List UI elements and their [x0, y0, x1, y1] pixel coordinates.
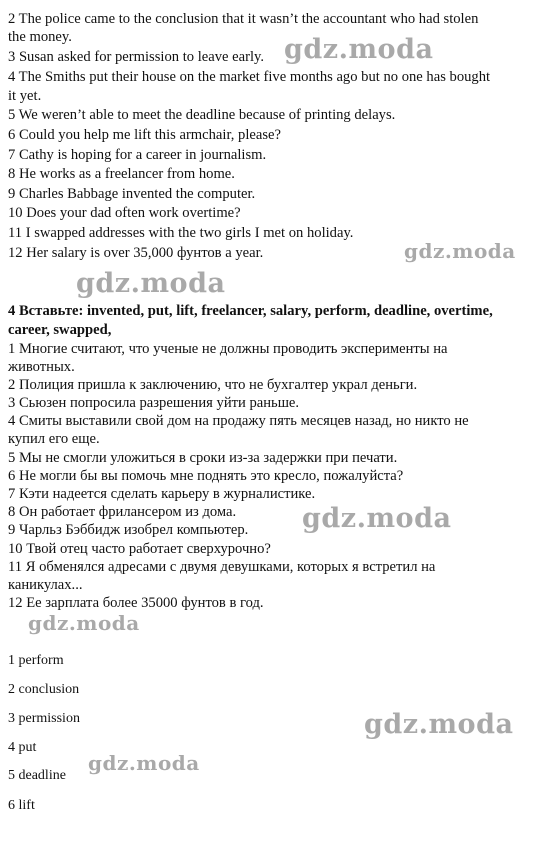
ru-line: 11 Я обменялся адресами с двумя девушками, которых я встретил на: [8, 559, 436, 575]
answer-item: 1 perform: [8, 653, 64, 668]
answer-item: 6 lift: [8, 798, 35, 813]
watermark-logo: gdz.moda: [28, 611, 140, 635]
watermark-logo: gdz.moda: [88, 751, 200, 775]
ru-line: 1 Многие считают, что ученые не должны проводить эксперименты на: [8, 341, 448, 357]
en-line: 7 Cathy is hoping for a career in journalism.: [8, 147, 267, 163]
ru-line: 2 Полиция пришла к заключению, что не бухгалтер украл деньги.: [8, 377, 418, 393]
ru-line: 12 Ее зарплата более 35000 фунтов в год.: [8, 595, 264, 611]
ru-line: 4 Смиты выставили свой дом на продажу пять месяцев назад, но никто не: [8, 413, 469, 429]
watermark-logo: gdz.moda: [284, 34, 434, 65]
en-line: 6 Could you help me lift this armchair, please?: [8, 127, 281, 143]
watermark-logo: gdz.moda: [364, 709, 514, 740]
answer-item: 2 conclusion: [8, 682, 80, 697]
ru-line: 10 Твой отец часто работает сверхурочно?: [8, 541, 271, 557]
task-heading: career, swapped,: [8, 322, 112, 338]
answer-item: 4 put: [8, 740, 37, 755]
ru-line: купил его еще.: [8, 431, 100, 447]
answer-item: 3 permission: [8, 711, 80, 726]
en-line: it yet.: [8, 88, 42, 104]
ru-line: 7 Кэти надеется сделать карьеру в журналистике.: [8, 486, 316, 502]
en-line: 8 He works as a freelancer from home.: [8, 166, 235, 182]
en-line: 2 The police came to the conclusion that it wasn’t the accountant who had stolen: [8, 11, 479, 27]
watermark-logo: gdz.moda: [302, 503, 452, 534]
task-heading: 4 Вставьте: invented, put, lift, freelancer, salary, perform, deadline, overtime,: [8, 303, 493, 319]
en-line: 12 Her salary is over 35,000 фунтов a year.: [8, 245, 264, 261]
en-line: 4 The Smiths put their house on the market five months ago but no one has bought: [8, 69, 491, 85]
en-line: 3 Susan asked for permission to leave early.: [8, 49, 264, 65]
en-line: 5 We weren’t able to meet the deadline because of printing delays.: [8, 107, 396, 123]
ru-line: каникулах...: [8, 577, 83, 593]
ru-line: 8 Он работает фрилансером из дома.: [8, 504, 237, 520]
watermark-logo: gdz.moda: [404, 239, 516, 263]
ru-line: 5 Мы не смогли уложиться в сроки из-за задержки при печати.: [8, 450, 398, 466]
en-line: 10 Does your dad often work overtime?: [8, 205, 241, 221]
en-line: 9 Charles Babbage invented the computer.: [8, 186, 256, 202]
ru-line: 9 Чарльз Бэббидж изобрел компьютер.: [8, 522, 249, 538]
ru-line: животных.: [8, 359, 75, 375]
en-line: the money.: [8, 29, 72, 45]
watermark-logo: gdz.moda: [76, 268, 226, 299]
ru-line: 3 Сьюзен попросила разрешения уйти раньше.: [8, 395, 300, 411]
ru-line: 6 Не могли бы вы помочь мне поднять это кресло, пожалуйста?: [8, 468, 404, 484]
answer-item: 5 deadline: [8, 768, 66, 783]
en-line: 11 I swapped addresses with the two girls I met on holiday.: [8, 225, 354, 241]
